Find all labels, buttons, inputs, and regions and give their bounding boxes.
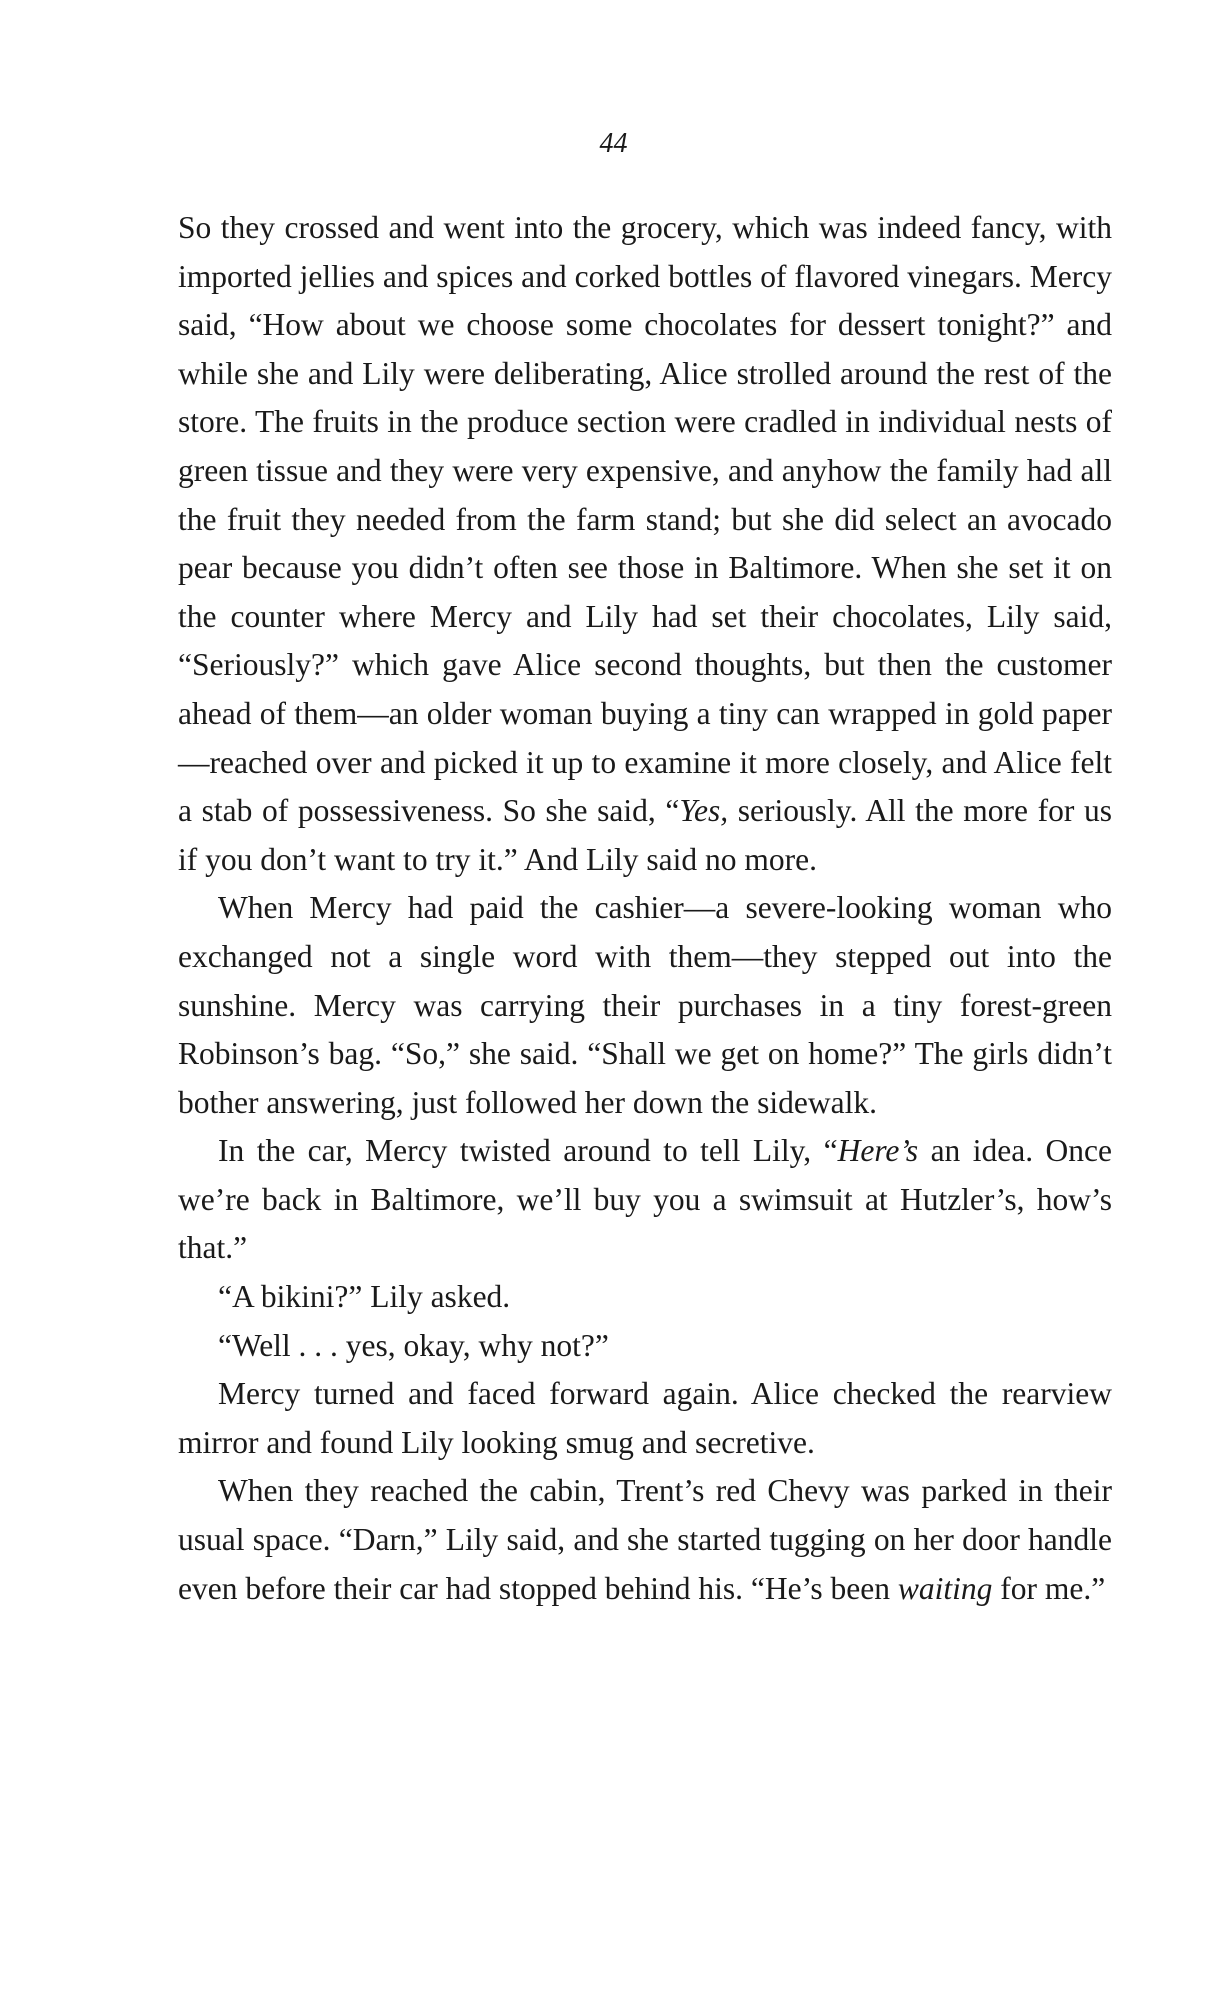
paragraph	[178, 1127, 1112, 1273]
paragraph	[178, 1467, 1112, 1613]
text-run: When they reached the cabin, Trent’s red Chevy was parked in their usual space. “Darn,” Lily said, and she started tugging on her door handle even before their car had stopped behind his. “He’s been	[178, 1473, 1112, 1606]
text-run-italic: waiting	[897, 1570, 993, 1606]
paragraph	[178, 204, 1112, 884]
text-run: an idea. Once we’re back in Baltimore, we’ll buy you a swimsuit at Hutzler’s, how’s that.”	[178, 1133, 1113, 1266]
paragraph	[178, 1322, 1112, 1371]
page-number: 44	[599, 128, 628, 159]
text-run: When Mercy had paid the cashier—a severe-looking woman who exchanged not a single word with them—they stepped out into the sunshine. Mercy was carrying their purchases in a tiny forest-green Robinson’s bag. “So,” she said. “Shall we get on home?” The girls didn’t bother answering, just followed her down the sidewalk.	[178, 890, 1112, 1120]
text-run-italic: Here’s	[837, 1133, 919, 1169]
text-run: for me.”	[992, 1570, 1106, 1606]
paragraph	[178, 1273, 1112, 1322]
paragraph	[178, 1370, 1112, 1467]
text-run: “A bikini?” Lily asked.	[218, 1279, 511, 1315]
text-run: So they crossed and went into the grocery, which was indeed fancy, with imported jellies and spices and corked bottles of flavored vinegars. Mercy said, “How about we choose some chocolates for dessert tonight?” and while she and Lily were deliberating, Alice strolled around the rest of the store. The fruits in the produce section were cradled in individual nests of green tissue and they were very expensive, and anyhow the family had all the fruit they needed from the farm stand; but she did select an avocado pear because you didn’t often see those in Baltimore. When she set it on the counter where Mercy and Lily had set their chocolates, Lily said, “Seriously?” which gave Alice second thoughts, but then the customer ahead of them—an older woman buying a tiny can wrapped in gold paper—reached over and picked it up to examine it more closely, and Alice felt a stab of possessiveness. So she said, “	[178, 210, 1112, 829]
text-run: In the car, Mercy twisted around to tell Lily, “	[218, 1133, 838, 1169]
text-run: “Well . . . yes, okay, why not?”	[218, 1327, 609, 1363]
text-run: seriously. All the more for us if you don’t want to try it.” And Lily said no more.	[178, 793, 1112, 877]
text-run-italic: Yes,	[679, 793, 729, 829]
body-text	[178, 204, 1112, 1613]
paragraph	[178, 884, 1112, 1127]
text-run: Mercy turned and faced forward again. Alice checked the rearview mirror and found Lily looking smug and secretive.	[178, 1376, 1112, 1460]
